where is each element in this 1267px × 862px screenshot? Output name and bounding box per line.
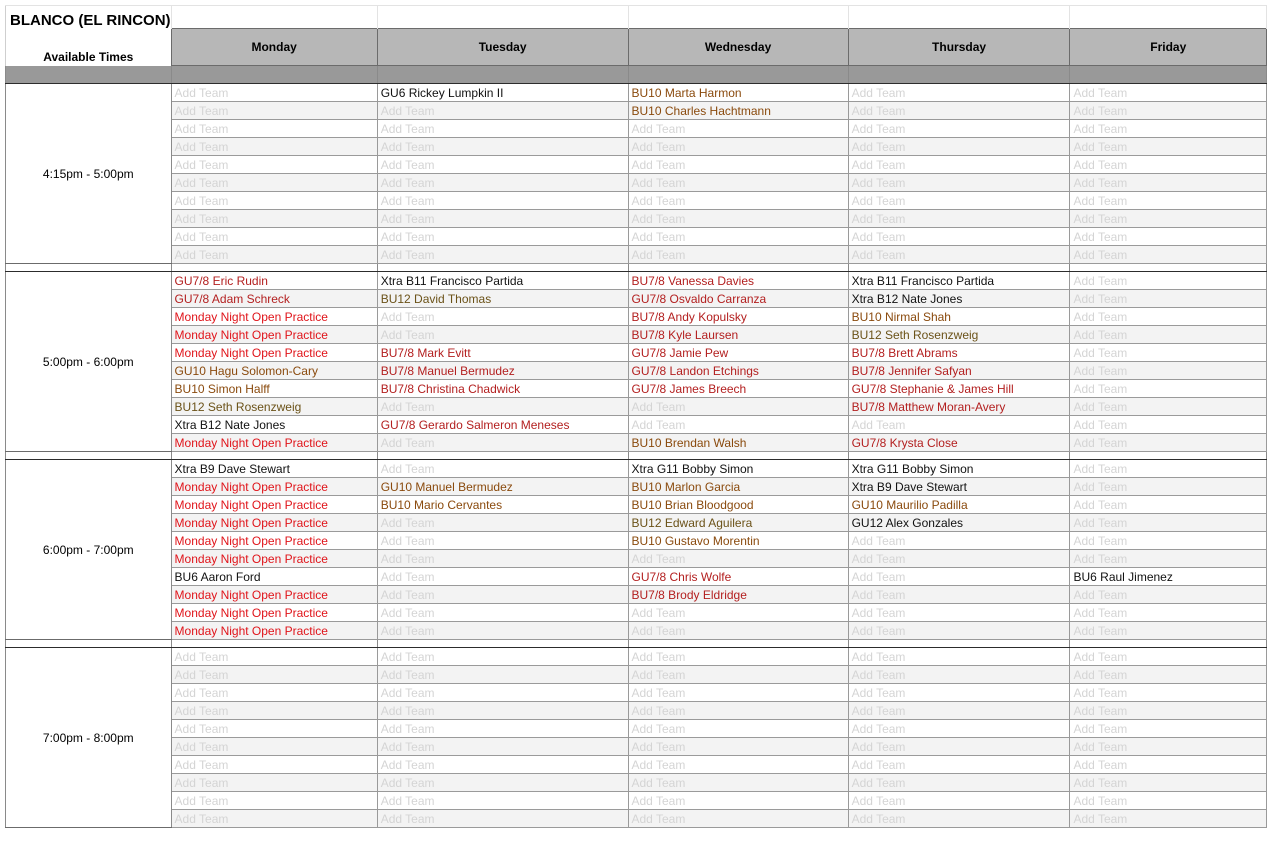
schedule-row — [6, 344, 1267, 362]
time-slot-label[interactable]: 4:15pm - 5:00pm — [6, 84, 172, 264]
add-team-cell-tuesday[interactable]: Add Team — [377, 120, 628, 138]
add-team-cell-tuesday[interactable]: Add Team — [377, 756, 628, 774]
team-cell-wednesday[interactable]: BU10 Charles Hachtmann — [628, 102, 848, 120]
add-team-cell-tuesday[interactable]: Add Team — [377, 308, 628, 326]
schedule-row — [6, 622, 1267, 640]
separator-cell — [377, 640, 628, 648]
add-team-cell-friday[interactable]: Add Team — [1070, 416, 1267, 434]
team-cell-monday[interactable]: Monday Night Open Practice — [171, 532, 377, 550]
schedule-row — [6, 460, 1267, 478]
add-team-cell-tuesday[interactable]: Add Team — [377, 622, 628, 640]
add-team-cell-monday[interactable]: Add Team — [171, 720, 377, 738]
add-team-cell-friday[interactable]: Add Team — [1070, 738, 1267, 756]
add-team-cell-wednesday[interactable]: Add Team — [628, 210, 848, 228]
add-team-cell-friday[interactable]: Add Team — [1070, 604, 1267, 622]
team-cell-tuesday[interactable]: BU12 David Thomas — [377, 290, 628, 308]
team-cell-monday[interactable]: GU10 Hagu Solomon-Cary — [171, 362, 377, 380]
add-team-cell-tuesday[interactable]: Add Team — [377, 174, 628, 192]
band-cell — [377, 66, 628, 84]
team-cell-tuesday[interactable]: BU7/8 Manuel Bermudez — [377, 362, 628, 380]
add-team-cell-friday[interactable]: Add Team — [1070, 496, 1267, 514]
schedule-row — [6, 308, 1267, 326]
sheet-title[interactable]: BLANCO (EL RINCON) — [6, 6, 172, 29]
add-team-cell-friday[interactable]: Add Team — [1070, 84, 1267, 102]
add-team-cell-tuesday[interactable]: Add Team — [377, 720, 628, 738]
add-team-cell-monday[interactable]: Add Team — [171, 684, 377, 702]
add-team-cell-thursday[interactable]: Add Team — [848, 720, 1070, 738]
separator-cell — [377, 264, 628, 272]
add-team-cell-thursday[interactable]: Add Team — [848, 756, 1070, 774]
separator-cell — [6, 452, 172, 460]
separator-cell — [377, 452, 628, 460]
add-team-cell-friday[interactable]: Add Team — [1070, 192, 1267, 210]
schedule-row — [6, 192, 1267, 210]
add-team-cell-tuesday[interactable]: Add Team — [377, 246, 628, 264]
add-team-cell-thursday[interactable]: Add Team — [848, 416, 1070, 434]
team-cell-thursday[interactable]: Xtra B9 Dave Stewart — [848, 478, 1070, 496]
add-team-cell-friday[interactable]: Add Team — [1070, 210, 1267, 228]
add-team-cell-wednesday[interactable]: Add Team — [628, 156, 848, 174]
empty-cell[interactable] — [1070, 6, 1267, 29]
block-separator — [6, 264, 1267, 272]
add-team-cell-friday[interactable]: Add Team — [1070, 246, 1267, 264]
time-slot-label[interactable]: 5:00pm - 6:00pm — [6, 272, 172, 452]
add-team-cell-friday[interactable]: Add Team — [1070, 272, 1267, 290]
add-team-cell-monday[interactable]: Add Team — [171, 738, 377, 756]
add-team-cell-wednesday[interactable]: Add Team — [628, 648, 848, 666]
team-cell-wednesday[interactable]: BU10 Gustavo Morentin — [628, 532, 848, 550]
add-team-cell-thursday[interactable]: Add Team — [848, 210, 1070, 228]
separator-cell — [628, 264, 848, 272]
add-team-cell-friday[interactable]: Add Team — [1070, 362, 1267, 380]
schedule-row — [6, 738, 1267, 756]
team-cell-thursday[interactable]: BU10 Nirmal Shah — [848, 308, 1070, 326]
add-team-cell-tuesday[interactable]: Add Team — [377, 434, 628, 452]
add-team-cell-wednesday[interactable]: Add Team — [628, 702, 848, 720]
add-team-cell-friday[interactable]: Add Team — [1070, 398, 1267, 416]
team-cell-monday[interactable]: Xtra B12 Nate Jones — [171, 416, 377, 434]
schedule-row — [6, 398, 1267, 416]
team-cell-wednesday[interactable]: GU7/8 James Breech — [628, 380, 848, 398]
add-team-cell-monday[interactable]: Add Team — [171, 120, 377, 138]
add-team-cell-monday[interactable]: Add Team — [171, 84, 377, 102]
add-team-cell-tuesday[interactable]: Add Team — [377, 550, 628, 568]
team-cell-thursday[interactable]: GU12 Alex Gonzales — [848, 514, 1070, 532]
day-header-monday[interactable]: Monday — [171, 29, 377, 66]
empty-cell[interactable] — [171, 6, 377, 29]
add-team-cell-friday[interactable]: Add Team — [1070, 648, 1267, 666]
team-cell-wednesday[interactable]: BU12 Edward Aguilera — [628, 514, 848, 532]
schedule-row — [6, 514, 1267, 532]
add-team-cell-tuesday[interactable]: Add Team — [377, 774, 628, 792]
add-team-cell-wednesday[interactable]: Add Team — [628, 720, 848, 738]
schedule-row — [6, 568, 1267, 586]
schedule-row — [6, 666, 1267, 684]
add-team-cell-tuesday[interactable]: Add Team — [377, 138, 628, 156]
add-team-cell-thursday[interactable]: Add Team — [848, 102, 1070, 120]
band-cell — [6, 66, 172, 84]
day-header-friday[interactable]: Friday — [1070, 29, 1267, 66]
add-team-cell-thursday[interactable]: Add Team — [848, 246, 1070, 264]
add-team-cell-wednesday[interactable]: Add Team — [628, 550, 848, 568]
add-team-cell-tuesday[interactable]: Add Team — [377, 684, 628, 702]
add-team-cell-wednesday[interactable]: Add Team — [628, 604, 848, 622]
add-team-cell-wednesday[interactable]: Add Team — [628, 684, 848, 702]
schedule-row — [6, 604, 1267, 622]
separator-cell — [628, 640, 848, 648]
add-team-cell-tuesday[interactable]: Add Team — [377, 532, 628, 550]
add-team-cell-friday[interactable]: Add Team — [1070, 550, 1267, 568]
time-slot-label[interactable]: 6:00pm - 7:00pm — [6, 460, 172, 640]
add-team-cell-monday[interactable]: Add Team — [171, 174, 377, 192]
schedule-row — [6, 774, 1267, 792]
add-team-cell-tuesday[interactable]: Add Team — [377, 738, 628, 756]
team-cell-wednesday[interactable]: GU7/8 Jamie Pew — [628, 344, 848, 362]
separator-cell — [6, 264, 172, 272]
add-team-cell-tuesday[interactable]: Add Team — [377, 666, 628, 684]
schedule-row — [6, 720, 1267, 738]
team-cell-tuesday[interactable]: GU7/8 Gerardo Salmeron Meneses — [377, 416, 628, 434]
add-team-cell-wednesday[interactable]: Add Team — [628, 622, 848, 640]
add-team-cell-friday[interactable]: Add Team — [1070, 120, 1267, 138]
add-team-cell-monday[interactable]: Add Team — [171, 228, 377, 246]
schedule-row — [6, 434, 1267, 452]
add-team-cell-friday[interactable]: Add Team — [1070, 228, 1267, 246]
add-team-cell-thursday[interactable]: Add Team — [848, 774, 1070, 792]
add-team-cell-thursday[interactable]: Add Team — [848, 568, 1070, 586]
separator-cell — [628, 452, 848, 460]
team-cell-wednesday[interactable]: BU10 Brian Bloodgood — [628, 496, 848, 514]
team-cell-wednesday[interactable]: BU7/8 Andy Kopulsky — [628, 308, 848, 326]
schedule-row — [6, 810, 1267, 828]
add-team-cell-thursday[interactable]: Add Team — [848, 174, 1070, 192]
schedule-row — [6, 272, 1267, 290]
team-cell-tuesday[interactable]: BU10 Mario Cervantes — [377, 496, 628, 514]
schedule-row — [6, 532, 1267, 550]
band-cell — [171, 66, 377, 84]
schedule-row — [6, 380, 1267, 398]
separator-cell — [848, 264, 1070, 272]
team-cell-thursday[interactable]: GU7/8 Krysta Close — [848, 434, 1070, 452]
add-team-cell-friday[interactable]: Add Team — [1070, 290, 1267, 308]
block-separator — [6, 452, 1267, 460]
schedule-row — [6, 290, 1267, 308]
team-cell-wednesday[interactable]: Xtra G11 Bobby Simon — [628, 460, 848, 478]
add-team-cell-thursday[interactable]: Add Team — [848, 586, 1070, 604]
add-team-cell-monday[interactable]: Add Team — [171, 810, 377, 828]
team-cell-friday[interactable]: BU6 Raul Jimenez — [1070, 568, 1267, 586]
schedule-row — [6, 702, 1267, 720]
separator-cell — [1070, 452, 1267, 460]
add-team-cell-wednesday[interactable]: Add Team — [628, 192, 848, 210]
add-team-cell-thursday[interactable]: Add Team — [848, 84, 1070, 102]
add-team-cell-monday[interactable]: Add Team — [171, 648, 377, 666]
add-team-cell-tuesday[interactable]: Add Team — [377, 568, 628, 586]
add-team-cell-wednesday[interactable]: Add Team — [628, 174, 848, 192]
add-team-cell-tuesday[interactable]: Add Team — [377, 586, 628, 604]
team-cell-monday[interactable]: Monday Night Open Practice — [171, 604, 377, 622]
add-team-cell-friday[interactable]: Add Team — [1070, 702, 1267, 720]
add-team-cell-tuesday[interactable]: Add Team — [377, 604, 628, 622]
add-team-cell-tuesday[interactable]: Add Team — [377, 228, 628, 246]
team-cell-monday[interactable]: Monday Night Open Practice — [171, 344, 377, 362]
schedule-row — [6, 246, 1267, 264]
empty-cell[interactable] — [628, 6, 848, 29]
add-team-cell-wednesday[interactable]: Add Team — [628, 756, 848, 774]
add-team-cell-friday[interactable]: Add Team — [1070, 792, 1267, 810]
add-team-cell-wednesday[interactable]: Add Team — [628, 738, 848, 756]
separator-cell — [1070, 640, 1267, 648]
add-team-cell-wednesday[interactable]: Add Team — [628, 138, 848, 156]
team-cell-thursday[interactable]: BU7/8 Brett Abrams — [848, 344, 1070, 362]
team-cell-wednesday[interactable]: GU7/8 Osvaldo Carranza — [628, 290, 848, 308]
add-team-cell-friday[interactable]: Add Team — [1070, 532, 1267, 550]
team-cell-wednesday[interactable]: BU10 Brendan Walsh — [628, 434, 848, 452]
add-team-cell-thursday[interactable]: Add Team — [848, 138, 1070, 156]
team-cell-wednesday[interactable]: BU7/8 Vanessa Davies — [628, 272, 848, 290]
team-cell-monday[interactable]: Monday Night Open Practice — [171, 434, 377, 452]
title-row — [6, 6, 1267, 29]
add-team-cell-monday[interactable]: Add Team — [171, 102, 377, 120]
day-header-thursday[interactable]: Thursday — [848, 29, 1070, 66]
schedule-row — [6, 210, 1267, 228]
add-team-cell-friday[interactable]: Add Team — [1070, 326, 1267, 344]
add-team-cell-friday[interactable]: Add Team — [1070, 102, 1267, 120]
add-team-cell-monday[interactable]: Add Team — [171, 246, 377, 264]
team-cell-monday[interactable]: BU6 Aaron Ford — [171, 568, 377, 586]
schedule-row — [6, 326, 1267, 344]
add-team-cell-friday[interactable]: Add Team — [1070, 478, 1267, 496]
band-cell — [1070, 66, 1267, 84]
add-team-cell-thursday[interactable]: Add Team — [848, 192, 1070, 210]
schedule-row — [6, 684, 1267, 702]
separator-cell — [1070, 264, 1267, 272]
add-team-cell-thursday[interactable]: Add Team — [848, 622, 1070, 640]
add-team-cell-tuesday[interactable]: Add Team — [377, 326, 628, 344]
schedule-row — [6, 792, 1267, 810]
schedule-row — [6, 478, 1267, 496]
schedule-row — [6, 648, 1267, 666]
team-cell-monday[interactable]: GU7/8 Adam Schreck — [171, 290, 377, 308]
team-cell-thursday[interactable]: Xtra B12 Nate Jones — [848, 290, 1070, 308]
add-team-cell-monday[interactable]: Add Team — [171, 210, 377, 228]
add-team-cell-friday[interactable]: Add Team — [1070, 156, 1267, 174]
header-band — [6, 66, 1267, 84]
team-cell-wednesday[interactable]: BU7/8 Kyle Laursen — [628, 326, 848, 344]
add-team-cell-thursday[interactable]: Add Team — [848, 684, 1070, 702]
add-team-cell-wednesday[interactable]: Add Team — [628, 416, 848, 434]
team-cell-thursday[interactable]: Xtra B11 Francisco Partida — [848, 272, 1070, 290]
add-team-cell-wednesday[interactable]: Add Team — [628, 792, 848, 810]
available-times-header[interactable]: Available Times — [6, 29, 172, 66]
add-team-cell-thursday[interactable]: Add Team — [848, 666, 1070, 684]
team-cell-monday[interactable]: Monday Night Open Practice — [171, 586, 377, 604]
add-team-cell-thursday[interactable]: Add Team — [848, 810, 1070, 828]
add-team-cell-thursday[interactable]: Add Team — [848, 120, 1070, 138]
separator-cell — [171, 264, 377, 272]
team-cell-thursday[interactable]: BU7/8 Matthew Moran-Avery — [848, 398, 1070, 416]
schedule-row — [6, 496, 1267, 514]
add-team-cell-friday[interactable]: Add Team — [1070, 666, 1267, 684]
team-cell-wednesday[interactable]: BU10 Marta Harmon — [628, 84, 848, 102]
schedule-row — [6, 156, 1267, 174]
separator-cell — [848, 640, 1070, 648]
add-team-cell-wednesday[interactable]: Add Team — [628, 398, 848, 416]
add-team-cell-tuesday[interactable]: Add Team — [377, 792, 628, 810]
separator-cell — [6, 640, 172, 648]
add-team-cell-monday[interactable]: Add Team — [171, 792, 377, 810]
schedule-row — [6, 138, 1267, 156]
add-team-cell-wednesday[interactable]: Add Team — [628, 246, 848, 264]
add-team-cell-thursday[interactable]: Add Team — [848, 156, 1070, 174]
team-cell-wednesday[interactable]: GU7/8 Chris Wolfe — [628, 568, 848, 586]
add-team-cell-tuesday[interactable]: Add Team — [377, 460, 628, 478]
schedule-row — [6, 362, 1267, 380]
team-cell-monday[interactable]: Monday Night Open Practice — [171, 308, 377, 326]
add-team-cell-monday[interactable]: Add Team — [171, 138, 377, 156]
add-team-cell-friday[interactable]: Add Team — [1070, 586, 1267, 604]
add-team-cell-tuesday[interactable]: Add Team — [377, 192, 628, 210]
add-team-cell-friday[interactable]: Add Team — [1070, 344, 1267, 362]
team-cell-monday[interactable]: Monday Night Open Practice — [171, 622, 377, 640]
team-cell-monday[interactable]: Monday Night Open Practice — [171, 550, 377, 568]
day-header-tuesday[interactable]: Tuesday — [377, 29, 628, 66]
separator-cell — [171, 640, 377, 648]
team-cell-tuesday[interactable]: BU7/8 Christina Chadwick — [377, 380, 628, 398]
add-team-cell-tuesday[interactable]: Add Team — [377, 648, 628, 666]
schedule-row — [6, 102, 1267, 120]
add-team-cell-tuesday[interactable]: Add Team — [377, 210, 628, 228]
team-cell-thursday[interactable]: GU7/8 Stephanie & James Hill — [848, 380, 1070, 398]
add-team-cell-thursday[interactable]: Add Team — [848, 228, 1070, 246]
add-team-cell-friday[interactable]: Add Team — [1070, 434, 1267, 452]
time-slot-label[interactable]: 7:00pm - 8:00pm — [6, 648, 172, 828]
team-cell-wednesday[interactable]: BU10 Marlon Garcia — [628, 478, 848, 496]
team-cell-monday[interactable]: Monday Night Open Practice — [171, 478, 377, 496]
team-cell-thursday[interactable]: Xtra G11 Bobby Simon — [848, 460, 1070, 478]
add-team-cell-tuesday[interactable]: Add Team — [377, 514, 628, 532]
team-cell-tuesday[interactable]: GU6 Rickey Lumpkin II — [377, 84, 628, 102]
schedule-row — [6, 174, 1267, 192]
add-team-cell-wednesday[interactable]: Add Team — [628, 120, 848, 138]
add-team-cell-tuesday[interactable]: Add Team — [377, 102, 628, 120]
add-team-cell-monday[interactable]: Add Team — [171, 666, 377, 684]
add-team-cell-friday[interactable]: Add Team — [1070, 756, 1267, 774]
add-team-cell-thursday[interactable]: Add Team — [848, 532, 1070, 550]
team-cell-monday[interactable]: BU12 Seth Rosenzweig — [171, 398, 377, 416]
add-team-cell-friday[interactable]: Add Team — [1070, 720, 1267, 738]
add-team-cell-thursday[interactable]: Add Team — [848, 604, 1070, 622]
add-team-cell-friday[interactable]: Add Team — [1070, 380, 1267, 398]
add-team-cell-thursday[interactable]: Add Team — [848, 550, 1070, 568]
add-team-cell-friday[interactable]: Add Team — [1070, 622, 1267, 640]
add-team-cell-thursday[interactable]: Add Team — [848, 738, 1070, 756]
team-cell-monday[interactable]: Monday Night Open Practice — [171, 514, 377, 532]
separator-cell — [848, 452, 1070, 460]
band-cell — [848, 66, 1070, 84]
add-team-cell-monday[interactable]: Add Team — [171, 702, 377, 720]
add-team-cell-wednesday[interactable]: Add Team — [628, 774, 848, 792]
empty-cell[interactable] — [377, 6, 628, 29]
team-cell-tuesday[interactable]: Xtra B11 Francisco Partida — [377, 272, 628, 290]
team-cell-monday[interactable]: Monday Night Open Practice — [171, 326, 377, 344]
add-team-cell-thursday[interactable]: Add Team — [848, 702, 1070, 720]
team-cell-thursday[interactable]: BU12 Seth Rosenzweig — [848, 326, 1070, 344]
team-cell-monday[interactable]: Monday Night Open Practice — [171, 496, 377, 514]
schedule-row — [6, 120, 1267, 138]
add-team-cell-wednesday[interactable]: Add Team — [628, 228, 848, 246]
add-team-cell-tuesday[interactable]: Add Team — [377, 702, 628, 720]
add-team-cell-friday[interactable]: Add Team — [1070, 460, 1267, 478]
add-team-cell-monday[interactable]: Add Team — [171, 756, 377, 774]
team-cell-wednesday[interactable]: GU7/8 Landon Etchings — [628, 362, 848, 380]
add-team-cell-monday[interactable]: Add Team — [171, 156, 377, 174]
add-team-cell-friday[interactable]: Add Team — [1070, 174, 1267, 192]
schedule-grid — [5, 5, 1267, 828]
block-separator — [6, 640, 1267, 648]
schedule-row — [6, 228, 1267, 246]
day-header-wednesday[interactable]: Wednesday — [628, 29, 848, 66]
schedule-row — [6, 756, 1267, 774]
add-team-cell-wednesday[interactable]: Add Team — [628, 666, 848, 684]
team-cell-thursday[interactable]: GU10 Maurilio Padilla — [848, 496, 1070, 514]
team-cell-monday[interactable]: GU7/8 Eric Rudin — [171, 272, 377, 290]
schedule-row — [6, 550, 1267, 568]
add-team-cell-wednesday[interactable]: Add Team — [628, 810, 848, 828]
add-team-cell-friday[interactable]: Add Team — [1070, 684, 1267, 702]
schedule-row — [6, 416, 1267, 434]
team-cell-tuesday[interactable]: GU10 Manuel Bermudez — [377, 478, 628, 496]
add-team-cell-friday[interactable]: Add Team — [1070, 138, 1267, 156]
team-cell-tuesday[interactable]: BU7/8 Mark Evitt — [377, 344, 628, 362]
add-team-cell-friday[interactable]: Add Team — [1070, 514, 1267, 532]
empty-cell[interactable] — [848, 6, 1070, 29]
add-team-cell-friday[interactable]: Add Team — [1070, 308, 1267, 326]
add-team-cell-friday[interactable]: Add Team — [1070, 774, 1267, 792]
add-team-cell-monday[interactable]: Add Team — [171, 774, 377, 792]
team-cell-thursday[interactable]: BU7/8 Jennifer Safyan — [848, 362, 1070, 380]
separator-cell — [171, 452, 377, 460]
add-team-cell-tuesday[interactable]: Add Team — [377, 156, 628, 174]
team-cell-monday[interactable]: Xtra B9 Dave Stewart — [171, 460, 377, 478]
schedule-row — [6, 586, 1267, 604]
add-team-cell-thursday[interactable]: Add Team — [848, 792, 1070, 810]
grid-body — [6, 6, 1267, 828]
add-team-cell-tuesday[interactable]: Add Team — [377, 398, 628, 416]
add-team-cell-thursday[interactable]: Add Team — [848, 648, 1070, 666]
team-cell-wednesday[interactable]: BU7/8 Brody Eldridge — [628, 586, 848, 604]
add-team-cell-tuesday[interactable]: Add Team — [377, 810, 628, 828]
header-row — [6, 29, 1267, 66]
add-team-cell-friday[interactable]: Add Team — [1070, 810, 1267, 828]
team-cell-monday[interactable]: BU10 Simon Halff — [171, 380, 377, 398]
schedule-row — [6, 84, 1267, 102]
add-team-cell-monday[interactable]: Add Team — [171, 192, 377, 210]
band-cell — [628, 66, 848, 84]
